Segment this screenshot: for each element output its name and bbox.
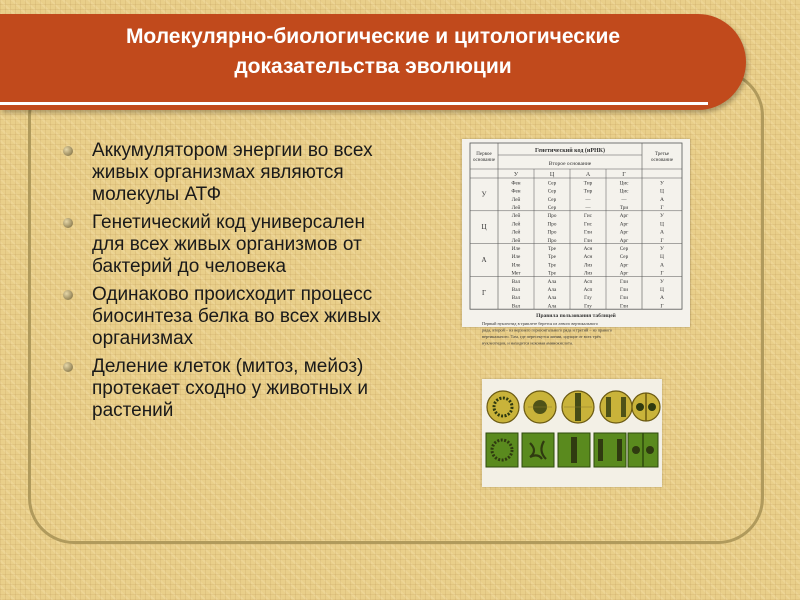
- third-base-label: Ц: [660, 188, 664, 195]
- amino-acid-cell: Гис: [584, 213, 592, 220]
- amino-acid-cell: —: [585, 196, 591, 203]
- third-base-label: Г: [660, 205, 664, 211]
- amino-acid-cell: Три: [619, 205, 629, 211]
- rules-text: ряда, второй – из верхнего горизонтального ряда и третий – из правого: [482, 327, 612, 333]
- amino-acid-cell: Вал: [511, 295, 521, 302]
- first-base-label: Ц: [481, 223, 487, 232]
- amino-acid-cell: Ала: [547, 295, 557, 302]
- amino-acid-cell: Асн: [583, 246, 593, 252]
- third-base-label: А: [660, 262, 664, 269]
- amino-acid-cell: Про: [547, 229, 557, 236]
- second-base-label: У: [513, 172, 519, 178]
- amino-acid-cell: Лей: [511, 221, 521, 228]
- daughter-nucleus: [636, 403, 644, 411]
- bullet-item: [62, 140, 388, 206]
- amino-acid-cell: Арг: [619, 237, 629, 244]
- title-line-2: доказательства эволюции: [234, 55, 512, 78]
- title-underline: [0, 102, 708, 105]
- third-base-label: А: [660, 295, 664, 302]
- amino-acid-cell: Ала: [547, 303, 557, 310]
- cell-division-image: [482, 379, 662, 487]
- amino-acid-cell: Сер: [619, 246, 629, 252]
- bullet-text: Деление клеток (митоз, мейоз) протекает сходно у животных и растений: [92, 356, 369, 421]
- amino-acid-cell: Асп: [583, 287, 593, 293]
- amino-acid-cell: Арг: [619, 221, 629, 228]
- bullet-text: Одинаково происходит процесс биосинтеза белка во всех живых организмах: [92, 284, 381, 349]
- amino-acid-cell: Глн: [584, 229, 592, 236]
- amino-acid-cell: Гли: [620, 303, 628, 310]
- table-border: [470, 143, 682, 309]
- amino-acid-cell: Арг: [619, 262, 629, 269]
- bullet-item: [62, 212, 388, 278]
- amino-acid-cell: Гли: [620, 287, 628, 293]
- chromatid-group: [598, 439, 603, 461]
- table-caption: Генетический код (иРНК): [534, 148, 606, 154]
- third-base-label: Ц: [660, 221, 664, 228]
- third-base-header: основание: [650, 158, 674, 163]
- first-base-label: У: [481, 190, 487, 199]
- amino-acid-cell: Сер: [619, 254, 629, 261]
- first-base-header: Первое: [476, 152, 492, 157]
- rules-text: нуклеотидов, и находится искомая аминокислота.: [482, 340, 573, 346]
- third-base-label: Ц: [660, 287, 664, 293]
- third-base-label: У: [660, 180, 664, 187]
- amino-acid-cell: Фен: [511, 188, 521, 195]
- second-base-header: Второе основание: [548, 161, 592, 167]
- amino-acid-cell: Вал: [511, 278, 521, 285]
- amino-acid-cell: Вал: [511, 287, 521, 293]
- amino-acid-cell: Лиз: [583, 262, 593, 269]
- amino-acid-cell: Сер: [547, 188, 557, 195]
- amino-acid-cell: Гис: [584, 221, 592, 228]
- amino-acid-cell: Лей: [511, 213, 521, 220]
- chromatid-group: [617, 439, 622, 461]
- bullet-item: [62, 356, 388, 422]
- cell-round: [487, 391, 519, 423]
- first-base-label: Г: [481, 288, 487, 297]
- rules-text: Первый нуклеотид в триплете берется из левого вертикального: [482, 321, 598, 327]
- bullet-list: [62, 140, 388, 428]
- amino-acid-cell: Лей: [511, 205, 521, 211]
- bullet-icon: [63, 290, 73, 300]
- amino-acid-cell: Тре: [548, 270, 556, 277]
- second-base-label: Г: [622, 172, 626, 178]
- bullet-text: Генетический код универсален для всех живых организмов от бактерий до человека: [92, 212, 365, 277]
- cell-square: [522, 433, 554, 467]
- slide-title: [0, 22, 746, 82]
- amino-acid-cell: Тир: [583, 180, 593, 187]
- amino-acid-cell: Гли: [620, 295, 628, 302]
- amino-acid-cell: Про: [547, 237, 557, 244]
- title-line-1: Молекулярно-биологические и цитологические: [125, 25, 621, 48]
- amino-acid-cell: Лей: [511, 229, 521, 236]
- amino-acid-cell: Иле: [511, 262, 521, 269]
- amino-acid-cell: Сер: [547, 196, 557, 203]
- amino-acid-cell: Глн: [584, 237, 592, 244]
- amino-acid-cell: Сер: [547, 180, 557, 187]
- second-base-label: А: [585, 172, 591, 178]
- amino-acid-cell: —: [621, 196, 627, 203]
- amino-acid-cell: Глу: [584, 295, 592, 302]
- third-base-label: У: [660, 246, 664, 252]
- bullet-item: [62, 284, 388, 350]
- amino-acid-cell: Мет: [511, 270, 521, 277]
- first-base-label: А: [481, 256, 487, 264]
- amino-acid-cell: Тре: [548, 254, 556, 261]
- amino-acid-cell: Ала: [547, 278, 557, 285]
- bullet-icon: [63, 362, 73, 372]
- amino-acid-cell: —: [585, 205, 591, 211]
- metaphase-plate: [571, 437, 577, 463]
- amino-acid-cell: Ала: [547, 287, 557, 293]
- bullet-icon: [63, 146, 73, 156]
- daughter-nucleus: [648, 403, 656, 411]
- bullet-text: Аккумулятором энергии во всех живых организмах являются молекулы АТФ: [92, 140, 373, 205]
- third-base-label: У: [660, 213, 664, 220]
- amino-acid-cell: Асп: [583, 278, 593, 285]
- bullet-icon: [63, 218, 73, 228]
- amino-acid-cell: Про: [547, 213, 557, 220]
- amino-acid-cell: Асн: [583, 254, 593, 261]
- amino-acid-cell: Глу: [584, 303, 592, 310]
- rules-text: вертикального. Там, где пересекутся линии, идущие от всех трёх: [482, 334, 601, 340]
- amino-acid-cell: Цис: [619, 180, 629, 187]
- amino-acid-cell: Лиз: [583, 270, 593, 277]
- third-base-header: Третье: [654, 152, 670, 157]
- amino-acid-cell: Тре: [548, 246, 556, 252]
- rules-heading: Правила пользования таблицей: [536, 313, 616, 320]
- chromatid-group: [621, 397, 626, 417]
- cell-division-micrographs-icon: [482, 379, 662, 487]
- amino-acid-cell: Арг: [619, 229, 629, 236]
- amino-acid-cell: Тир: [583, 188, 593, 195]
- third-base-label: Г: [660, 270, 664, 277]
- amino-acid-cell: Лей: [511, 237, 521, 244]
- amino-acid-cell: Про: [547, 221, 557, 228]
- third-base-label: А: [660, 196, 664, 203]
- amino-acid-cell: Лей: [511, 196, 521, 203]
- daughter-nucleus: [632, 446, 640, 454]
- cell-round: [600, 391, 632, 423]
- genetic-code-table: [462, 139, 690, 346]
- amino-acid-cell: Вал: [511, 303, 521, 310]
- third-base-label: А: [660, 229, 664, 236]
- third-base-label: Г: [660, 237, 664, 244]
- amino-acid-cell: Тре: [548, 262, 556, 269]
- third-base-label: Г: [660, 303, 664, 310]
- genetic-code-table-drawing: [462, 139, 690, 346]
- second-base-label: Ц: [549, 172, 555, 178]
- amino-acid-cell: Арг: [619, 213, 629, 220]
- amino-acid-cell: Иле: [511, 254, 521, 261]
- daughter-nucleus: [646, 446, 654, 454]
- chromatid-group: [606, 397, 611, 417]
- amino-acid-cell: Цис: [619, 188, 629, 195]
- amino-acid-cell: Арг: [619, 270, 629, 277]
- amino-acid-cell: Фен: [511, 180, 521, 187]
- amino-acid-cell: Гли: [620, 278, 628, 285]
- third-base-label: У: [660, 278, 664, 285]
- first-base-header: основание: [472, 158, 496, 163]
- amino-acid-cell: Сер: [547, 205, 557, 211]
- third-base-label: Ц: [660, 254, 664, 261]
- amino-acid-cell: Иле: [511, 246, 521, 252]
